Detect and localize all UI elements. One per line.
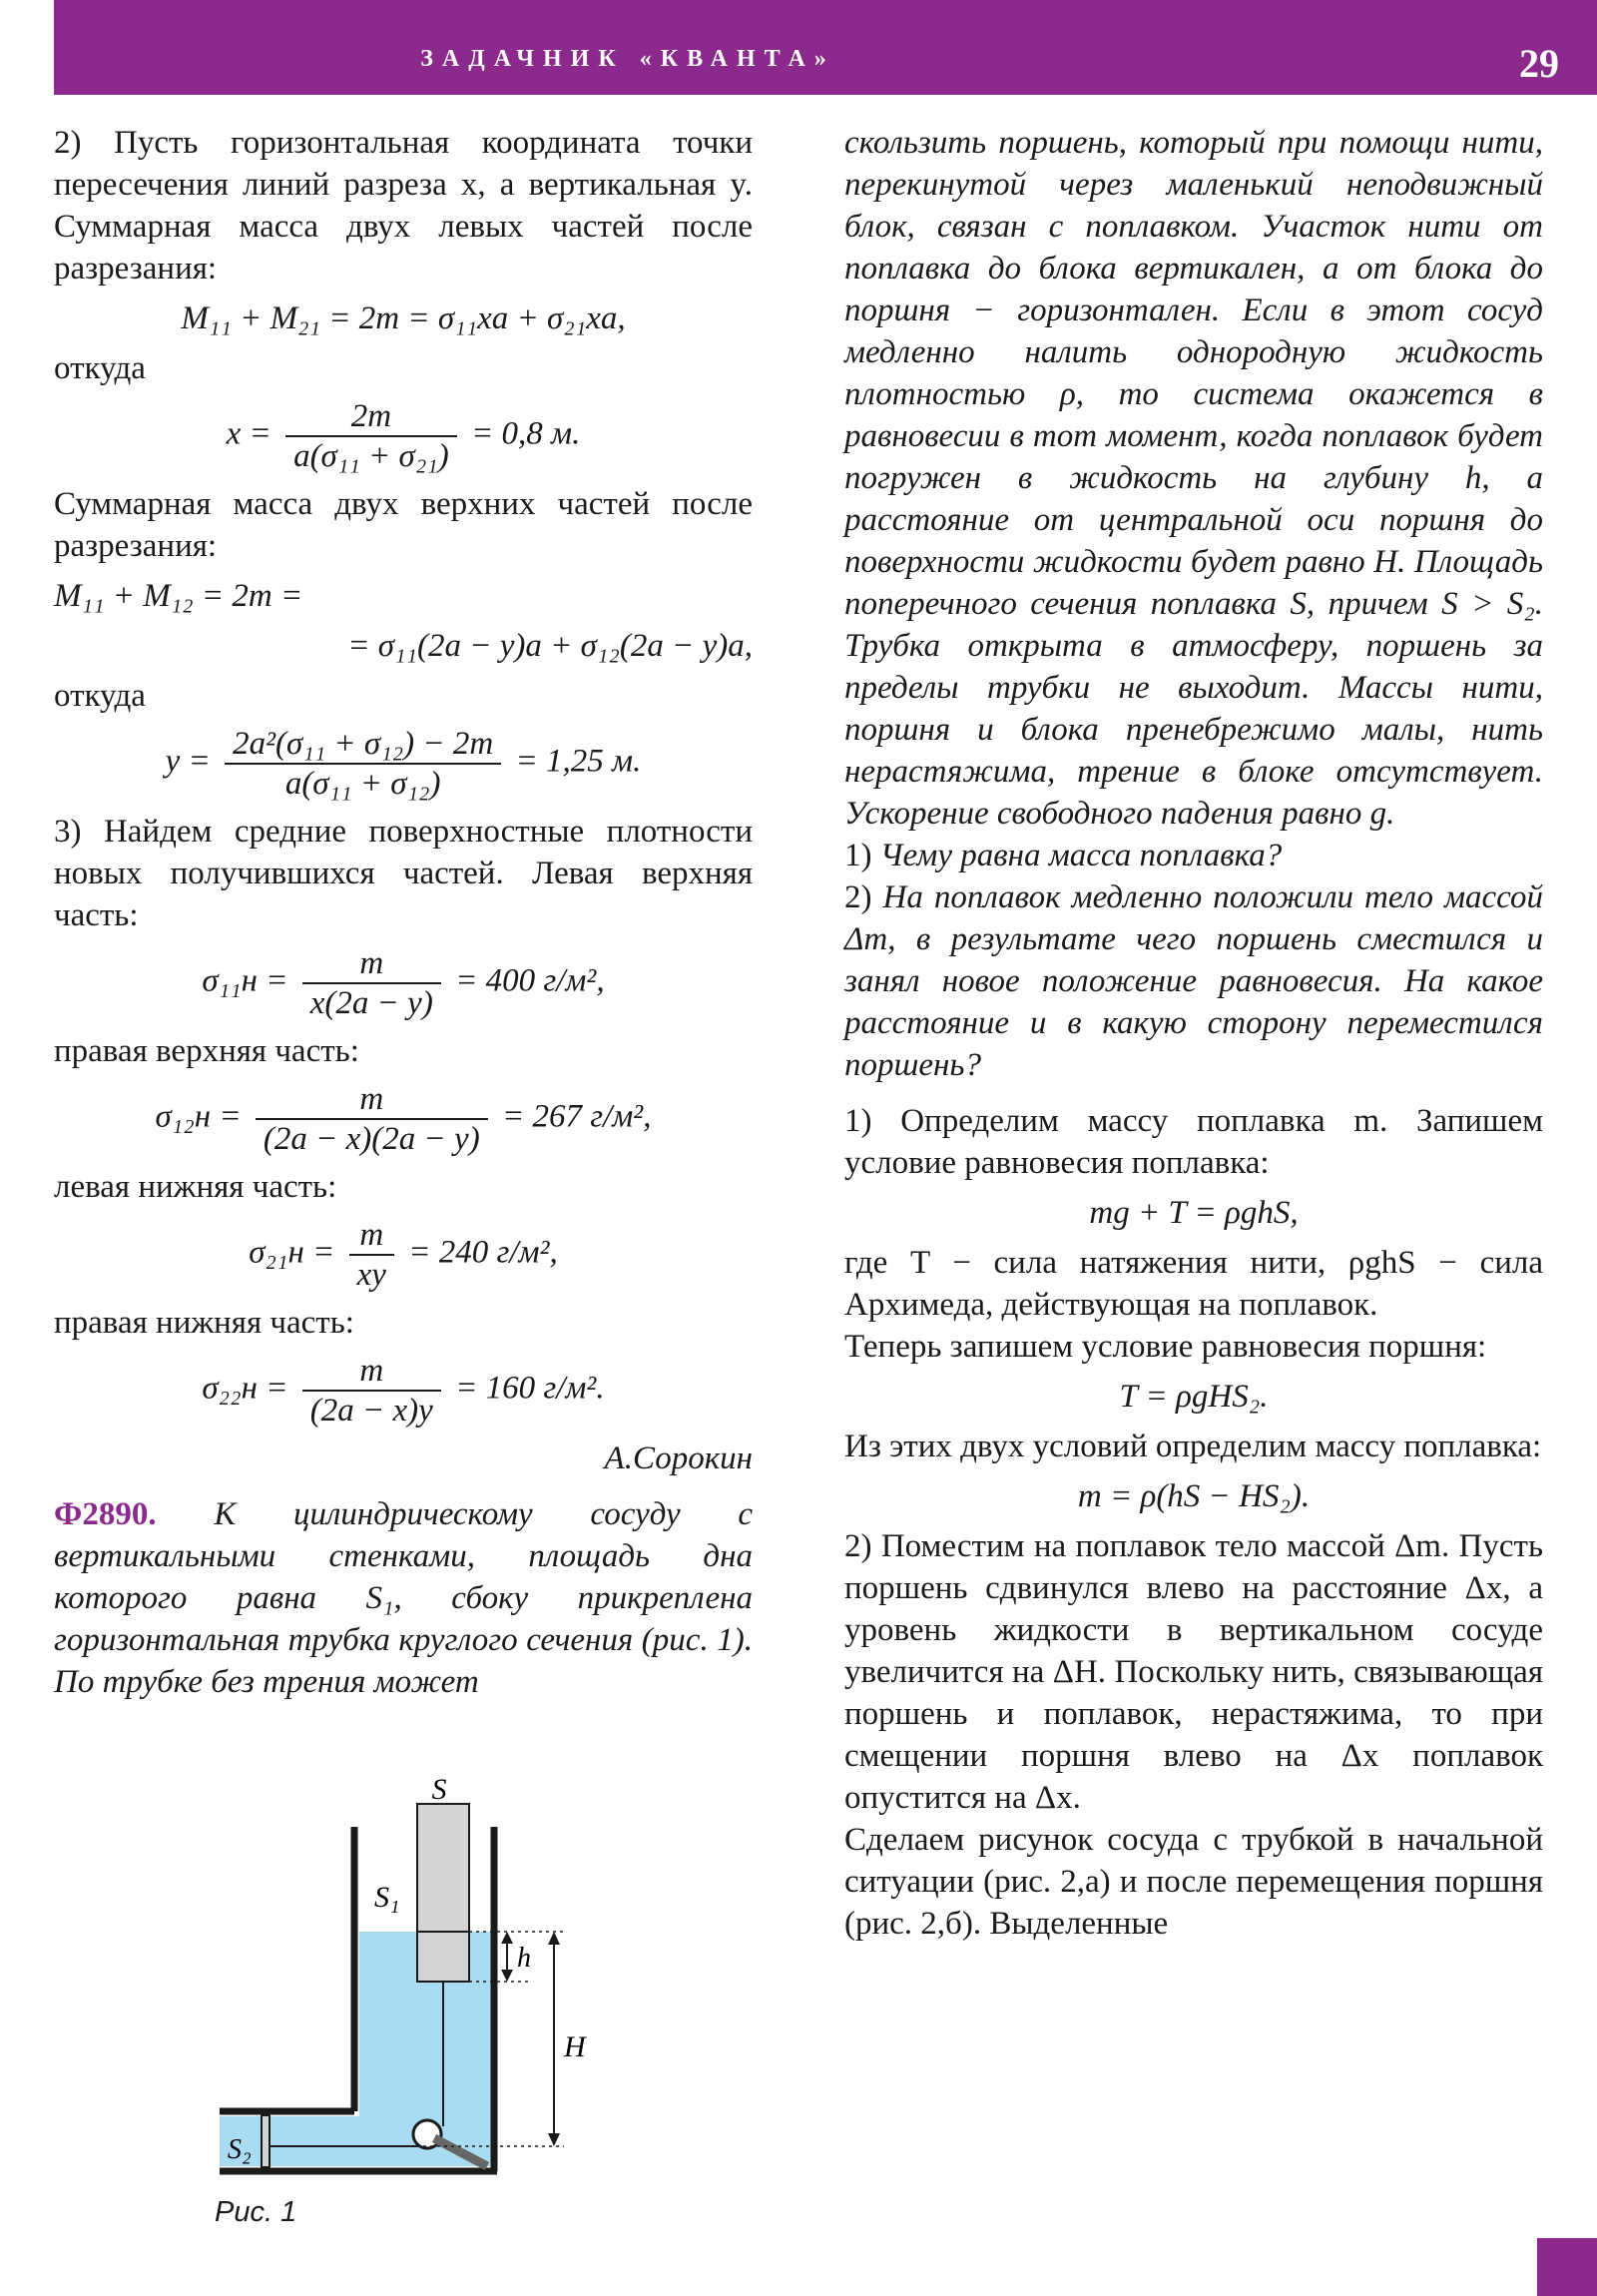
left-column bbox=[54, 122, 753, 1703]
label-h: h bbox=[517, 1943, 531, 1974]
float bbox=[417, 1804, 469, 1932]
equation-sigma21: σ₂₁н = $\frac{m}{xy}$ = 240 г/м², bbox=[249, 1217, 558, 1293]
liquid-horizontal bbox=[220, 2116, 491, 2166]
author-signature: А.Сорокин bbox=[604, 1440, 753, 1476]
equation-x: x = $\frac{2m}{\text{a(σ₁₁ + σ₂₁)}}$ = 0,8 м. bbox=[226, 398, 581, 474]
fraction: $\frac{m}{x(2a - y)}$ bbox=[302, 944, 441, 1022]
label-H: H bbox=[564, 2030, 586, 2063]
problem-statement: Ф2890. К цилиндрическому сосуду с вертикальными стенками, площадь дна которого равна S₁, сбоку прикреплена горизонтальная трубка круглого сечения (рис. 1). По трубке без трения может bbox=[54, 1496, 754, 1700]
fraction: $\frac{2m}{\text{a(σ₁₁ + σ₂₁)}}$ bbox=[285, 397, 457, 475]
label-S: S bbox=[431, 1773, 447, 1806]
equation-piston-equilibrium: T = ρgHS₂. bbox=[1119, 1379, 1269, 1415]
equation: M₁₁ + M₁₂ = 2m = bbox=[54, 578, 303, 614]
equation-sigma12: σ₁₂н = $\frac{m}{(2a - x)(2a - y)}$ = 267 г/м², bbox=[155, 1081, 652, 1157]
label-S1: S₁ bbox=[374, 1881, 400, 1914]
page-header bbox=[54, 0, 1597, 95]
label-S2: S₂ bbox=[228, 2134, 252, 2165]
figure-1-vessel-diagram bbox=[150, 1767, 669, 2236]
paragraph: правая верхняя часть: bbox=[54, 1033, 359, 1069]
paragraph: 3) Найдем средние поверхностные плотности новых получившихся частей. Левая верхняя часть: bbox=[54, 814, 753, 933]
page-number: 29 bbox=[1519, 41, 1559, 86]
fraction: $\frac{m}{(2a - x)y}$ bbox=[302, 1352, 441, 1430]
paragraph: Суммарная масса двух верхних частей после разрезания: bbox=[54, 486, 753, 564]
paragraph: правая нижняя часть: bbox=[54, 1305, 354, 1341]
word-otkuda: откуда bbox=[54, 678, 146, 714]
equation-mass: m = ρ(hS − HS₂). bbox=[1077, 1478, 1311, 1514]
problem-statement-continued: скользить поршень, который при помощи нити, перекинутой через маленький неподвижный блок, связан с поплавком. Участок нити от поплавка до блока вертикален, а от блока до поршня − горизонтален. Если в этот сосуд медленно налить однородную жидкость плотностью ρ, то система окажется в равновесии в тот момент, когда поплавок будет погружен в жидкость на глубину h, а расстояние от центральной оси поршня до поверхности жидкости будет равно H. Площадь поперечного сечения поплавка S, причем S > S₂. Трубка открыта в атмосферу, поршень за пределы трубки не выходит. Массы нити, поршня и блока пренебрежимо малы, нить нерастяжима, трение в блоке отсутствует. Ускорение свободного падения равно g. bbox=[844, 125, 1543, 832]
equation-float-equilibrium: mg + T = ρghS, bbox=[1089, 1195, 1299, 1231]
equation: M₁₁ + M₂₁ = 2m = σ₁₁xa + σ₂₁xa, bbox=[181, 300, 626, 336]
equation-sigma22: σ₂₂н = $\frac{m}{(2a - x)y}$ = 160 г/м². bbox=[202, 1353, 605, 1429]
journal-title: ЗАДАЧНИК «КВАНТА» bbox=[420, 46, 835, 72]
problem-number: Ф2890. bbox=[54, 1496, 157, 1532]
solution-paragraph: Из этих двух условий определим массу поплавка: bbox=[844, 1429, 1542, 1464]
float-submerged bbox=[417, 1932, 469, 1982]
solution-paragraph: 2) Поместим на поплавок тело массой Δm. Пусть поршень сдвинулся влево на расстояние Δx, а уровень жидкости в вертикальном сосуде увеличится на ΔH. Поскольку нить, связывающая поршень и поплавок, нерастяжима, то при смещении поршня влево на Δx поплавок опустится на Δx. bbox=[844, 1528, 1543, 1816]
solution-paragraph: Сделаем рисунок сосуда с трубкой в начальной ситуации (рис. 2,а) и после перемещения поршня (рис. 2,б). Выделенные bbox=[844, 1822, 1543, 1942]
solution-paragraph: Теперь запишем условие равновесия поршня: bbox=[844, 1329, 1487, 1365]
equation-y: y = $\frac{\text{2a²(σ₁₁ + σ₁₂) − 2m}}{\text{a(σ₁₁ + σ₁₂)}}$ = 1,25 м. bbox=[165, 726, 642, 802]
corner-decoration bbox=[1537, 2238, 1597, 2296]
solution-paragraph: 1) Определим массу поплавка m. Запишем условие равновесия поплавка: bbox=[844, 1103, 1543, 1181]
paragraph: левая нижняя часть: bbox=[54, 1169, 337, 1205]
equation-sigma11: σ₁₁н = $\frac{m}{x(2a - y)}$ = 400 г/м², bbox=[202, 945, 605, 1021]
piston bbox=[262, 2115, 269, 2167]
fraction: $\frac{m}{(2a - x)(2a - y)}$ bbox=[256, 1080, 488, 1158]
equation: = σ₁₁(2a − y)a + σ₁₂(2a − y)a, bbox=[347, 628, 753, 664]
right-column bbox=[844, 122, 1543, 1945]
question-1: 1) Чему равна масса поплавка? bbox=[844, 838, 1283, 873]
fraction: $\frac{\text{2a²(σ₁₁ + σ₁₂) − 2m}}{\text{a(σ₁₁ + σ₁₂)}}$ bbox=[225, 725, 501, 803]
figure-caption: Рис. 1 bbox=[215, 2196, 297, 2228]
word-otkuda: откуда bbox=[54, 350, 146, 386]
question-2: 2) На поплавок медленно положили тело массой Δm, в результате чего поршень сместился и занял новое положение равновесия. На какое расстояние и в какую сторону переместился поршень? bbox=[844, 879, 1544, 1083]
fraction: $\frac{m}{xy}$ bbox=[349, 1216, 394, 1294]
solution-paragraph: где T − сила натяжения нити, ρghS − сила Архимеда, действующая на поплавок. bbox=[844, 1245, 1543, 1323]
paragraph: 2) Пусть горизонтальная координата точки пересечения линий разреза x, а вертикальная y. Суммарная масса двух левых частей после разрезания: bbox=[54, 125, 753, 287]
